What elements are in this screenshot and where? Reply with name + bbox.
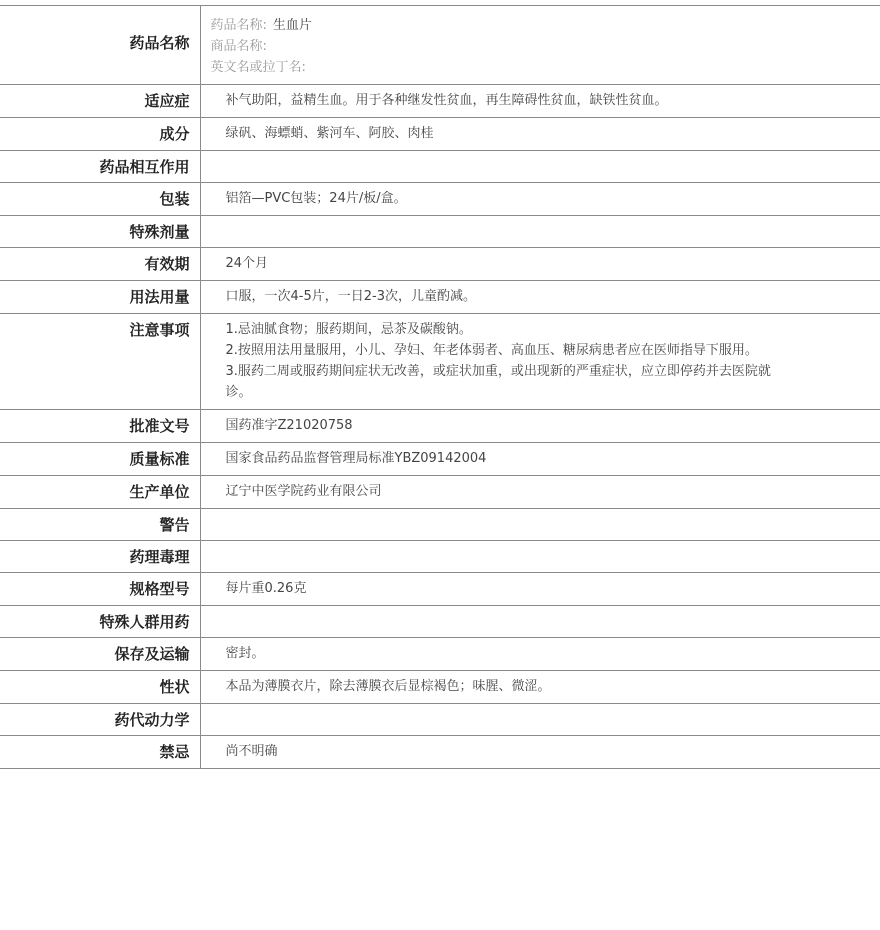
row-label [0,638,200,671]
approval-no-label: 批准文号 [129,417,190,435]
row-label [0,671,200,704]
quality-standard-value: 国家食品药品监督管理局标准YBZ09142004 [200,443,880,476]
row-toxicology [0,541,880,573]
manufacturer-value: 辽宁中医学院药业有限公司 [200,476,880,509]
toxicology-value [200,541,880,573]
drug-name-values [200,6,880,85]
approval-no-value: 国药准字Z21020758 [200,410,880,443]
row-interactions [0,151,880,183]
row-special-population [0,606,880,638]
drug-name-label: 药品名称 [129,34,190,52]
contraindications-value: 尚不明确 [200,736,880,769]
appearance-label: 性状 [159,678,190,696]
row-precautions [0,314,880,410]
row-quality-standard [0,443,880,476]
row-packaging [0,183,880,216]
warning-value [200,509,880,541]
row-label [0,541,200,573]
row-label [0,476,200,509]
row-label [0,281,200,314]
row-warning [0,509,880,541]
row-appearance [0,671,880,704]
row-label [0,248,200,281]
appearance-value: 本品为薄膜衣片，除去薄膜衣后显棕褐色；味腥、微涩。 [200,671,880,704]
ingredients-value: 绿矾、海螵蛸、紫河车、阿胶、肉桂 [200,118,880,151]
row-indications [0,85,880,118]
row-ingredients [0,118,880,151]
row-label [0,573,200,606]
special-dosage-label: 特殊剂量 [129,223,190,241]
trade-name-key: 商品名称: [210,39,267,54]
row-manufacturer [0,476,880,509]
shelf-life-label: 有效期 [144,255,190,273]
specification-label: 规格型号 [129,580,190,598]
row-approval-no [0,410,880,443]
row-drug-name [0,6,880,85]
indications-value: 补气助阳，益精生血。用于各种继发性贫血，再生障碍性贫血，缺铁性贫血。 [200,85,880,118]
row-storage [0,638,880,671]
row-label [0,704,200,736]
english-name-line [211,57,871,78]
row-specification [0,573,880,606]
manufacturer-label: 生产单位 [129,483,190,501]
usage-label: 用法用量 [129,288,190,306]
row-contraindications [0,736,880,769]
packaging-value: 铝箔—PVC包装；24片/板/盒。 [200,183,880,216]
packaging-label: 包装 [159,190,190,208]
precaution-item: 1.忌油腻食物；服药期间，忌茶及碳酸钠。 [225,322,472,337]
row-special-dosage [0,216,880,248]
row-label [0,443,200,476]
interactions-value [200,151,880,183]
pharmacokinetics-value [200,704,880,736]
row-label [0,183,200,216]
english-name-key: 英文名或拉丁名: [210,60,306,75]
usage-value: 口服，一次4-5片，一日2-3次，儿童酌减。 [200,281,880,314]
shelf-life-value: 24个月 [200,248,880,281]
pharmacokinetics-label: 药代动力学 [114,711,190,729]
row-usage [0,281,880,314]
row-label [0,151,200,183]
row-label [0,509,200,541]
warning-label: 警告 [159,516,190,534]
row-label [0,6,200,85]
row-pharmacokinetics [0,704,880,736]
special-population-label: 特殊人群用药 [99,613,190,631]
interactions-label: 药品相互作用 [99,158,190,176]
precaution-item: 3.服药二周或服药期间症状无改善，或症状加重，或出现新的严重症状，应立即停药并去医院就诊。 [225,364,771,400]
generic-name-key: 药品名称: [210,18,267,33]
row-shelf-life [0,248,880,281]
indications-label: 适应症 [144,92,190,110]
generic-name-line [211,15,871,36]
quality-standard-label: 质量标准 [129,450,190,468]
contraindications-label: 禁忌 [159,743,190,761]
precautions-value [200,314,880,410]
precaution-item: 2.按照用法用量服用，小儿、孕妇、年老体弱者、高血压、糖尿病患者应在医师指导下服用。 [225,343,758,358]
row-label [0,85,200,118]
storage-label: 保存及运输 [114,645,190,663]
row-label [0,118,200,151]
precautions-label: 注意事项 [129,321,190,339]
toxicology-label: 药理毒理 [129,548,190,566]
storage-value: 密封。 [200,638,880,671]
row-label [0,606,200,638]
ingredients-label: 成分 [159,125,190,143]
row-label [0,410,200,443]
row-label [0,314,200,410]
row-label [0,216,200,248]
special-dosage-value [200,216,880,248]
drug-spec-table [0,5,880,769]
special-population-value [200,606,880,638]
specification-value: 每片重0.26克 [200,573,880,606]
trade-name-line [211,36,871,57]
generic-name-value: 生血片 [272,18,312,33]
row-label [0,736,200,769]
